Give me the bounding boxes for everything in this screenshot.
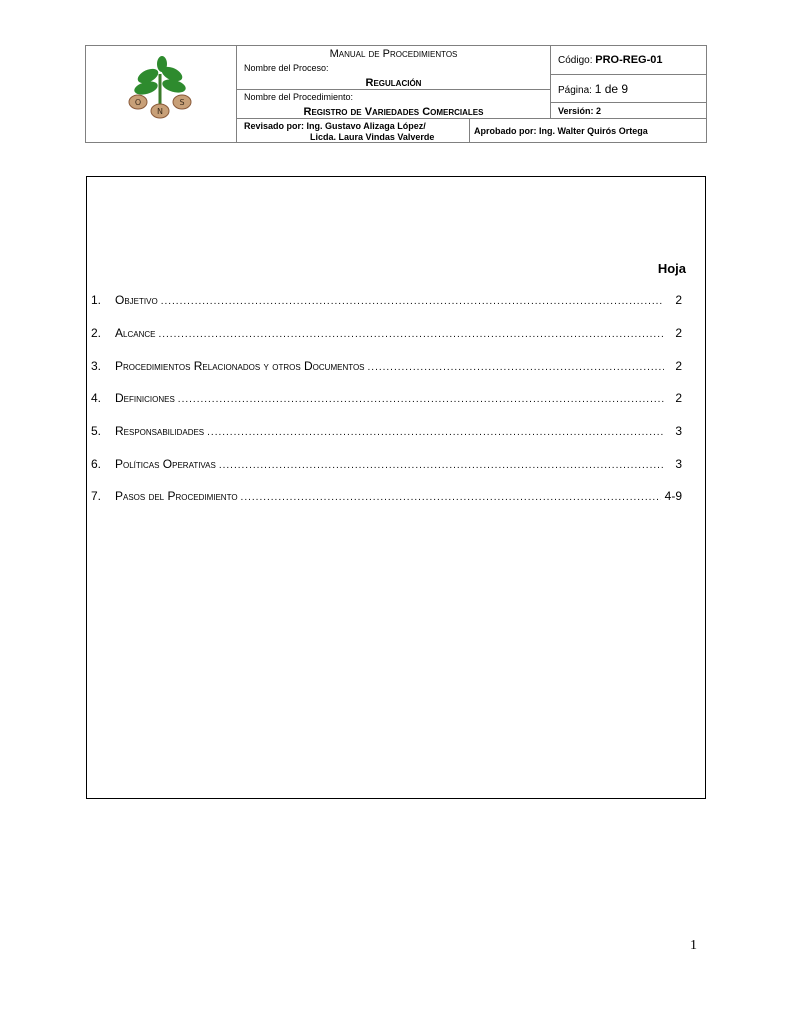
toc-item-page: 2: [675, 293, 682, 307]
toc-heading: Hoja: [657, 261, 686, 276]
table-of-contents: [86, 176, 706, 799]
manual-title: Manual de Procedimientos: [329, 48, 458, 60]
toc-item-politicas-operativas[interactable]: [91, 455, 686, 473]
svg-text:O: O: [134, 98, 142, 107]
toc-item-title: Responsabilidades: [115, 424, 205, 438]
toc-item-number: 2.: [91, 326, 102, 340]
approved-label: Aprobado por:: [474, 126, 537, 136]
reviewed-field: [244, 121, 434, 143]
toc-leader-dots: [219, 457, 664, 475]
toc-item-alcance[interactable]: [91, 324, 686, 342]
version-value: 2: [596, 106, 602, 116]
approved-field: [474, 126, 648, 137]
toc-item-procedimientos-relacionados[interactable]: [91, 357, 686, 375]
toc-item-page: 4-9: [664, 489, 682, 503]
toc-item-number: 1.: [91, 293, 102, 307]
procedure-value: Registro de Variedades Comerciales: [303, 106, 484, 118]
page-number: 1: [690, 938, 697, 953]
toc-item-page: 3: [675, 457, 682, 471]
process-label: Nombre del Proceso:: [244, 63, 329, 73]
toc-item-number: 3.: [91, 359, 102, 373]
ons-logo-icon: [126, 56, 198, 122]
document-header: [85, 45, 707, 143]
header-divider: [550, 46, 551, 118]
toc-item-title: Alcance: [115, 326, 156, 340]
version-field: [558, 105, 601, 118]
version-label: Versión:: [558, 106, 594, 116]
toc-item-page: 2: [675, 391, 682, 405]
toc-leader-dots: [368, 359, 664, 377]
toc-leader-dots: [207, 424, 664, 442]
toc-item-pasos-del-procedimiento[interactable]: [91, 487, 686, 505]
page-label: Página:: [558, 85, 592, 96]
toc-item-number: 7.: [91, 489, 102, 503]
toc-item-page: 2: [675, 326, 682, 340]
approved-by: Ing. Walter Quirós Ortega: [539, 126, 648, 136]
reviewed-label: Revisado por:: [244, 121, 305, 131]
code-value: PRO-REG-01: [595, 54, 663, 66]
page-field: [558, 83, 628, 97]
process-value: Regulación: [365, 77, 422, 89]
toc-item-title: Procedimientos Relacionados y otros Documentos: [115, 359, 365, 373]
toc-leader-dots: [241, 489, 661, 507]
toc-leader-dots: [161, 293, 664, 311]
toc-item-title: Definiciones: [115, 391, 175, 405]
svg-text:S: S: [179, 98, 185, 107]
toc-item-number: 5.: [91, 424, 102, 438]
toc-item-number: 6.: [91, 457, 102, 471]
page-value: 1 de 9: [594, 82, 629, 96]
procedure-label: Nombre del Procedimiento:: [244, 92, 354, 102]
code-label: Código:: [558, 55, 593, 66]
toc-item-definiciones[interactable]: [91, 389, 686, 407]
svg-text:N: N: [157, 107, 163, 116]
toc-leader-dots: [178, 391, 664, 409]
code-field: [558, 54, 663, 67]
toc-item-responsabilidades[interactable]: [91, 422, 686, 440]
toc-item-page: 2: [675, 359, 682, 373]
toc-item-title: Objetivo: [115, 293, 158, 307]
logo-cell: [86, 46, 236, 142]
toc-item-page: 3: [675, 424, 682, 438]
toc-item-objetivo[interactable]: [91, 291, 686, 309]
header-divider: [469, 118, 470, 142]
toc-leader-dots: [158, 326, 664, 344]
toc-item-title: Pasos del Procedimiento: [115, 489, 238, 503]
toc-item-title: Políticas Operativas: [115, 457, 216, 471]
toc-item-number: 4.: [91, 391, 102, 405]
header-divider: [550, 102, 706, 103]
reviewed-by-1: Ing. Gustavo Alizaga López/: [306, 121, 426, 131]
reviewed-by-2: Licda. Laura Vindas Valverde: [310, 132, 435, 142]
header-divider: [550, 74, 706, 75]
